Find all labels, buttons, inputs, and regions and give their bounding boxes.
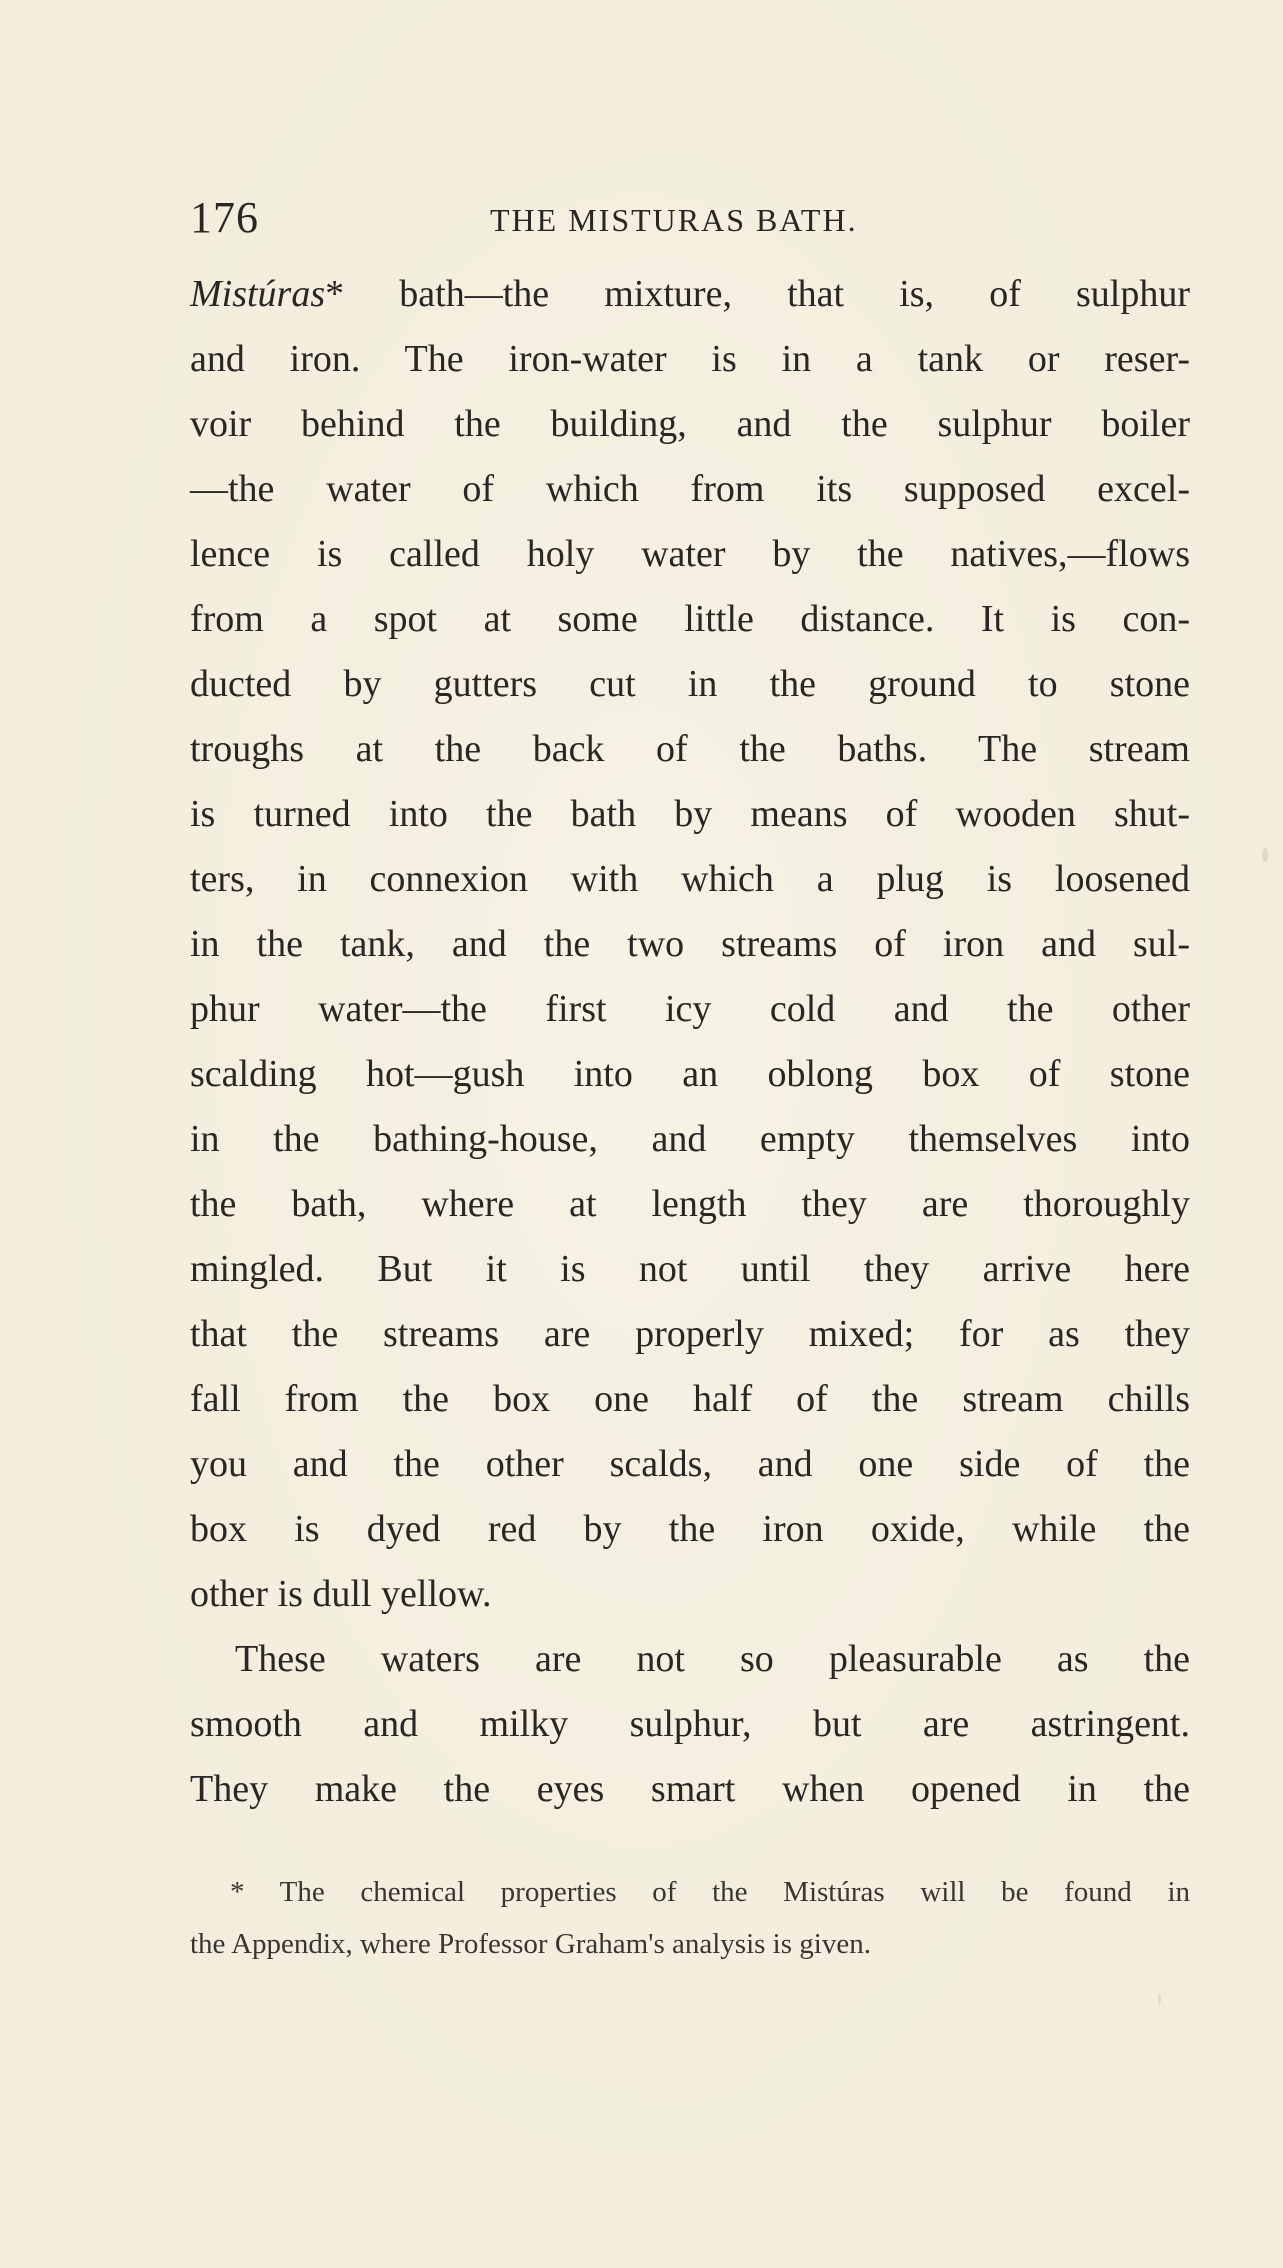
- text-line-content: * bath—the mixture, that is, of sulphur: [325, 273, 1190, 315]
- page-number: 176: [190, 193, 259, 242]
- text-line: smooth and milky sulphur, but are astringent.: [190, 1703, 1190, 1745]
- text-line: ducted by gutters cut in the ground to stone: [190, 663, 1190, 705]
- page-header: [190, 188, 1190, 248]
- text-line: box is dyed red by the iron oxide, while the: [190, 1508, 1190, 1550]
- text-line: lence is called holy water by the natives,—flows: [190, 533, 1190, 575]
- text-line: is turned into the bath by means of wooden shut-: [190, 793, 1190, 835]
- text-line: in the bathing-house, and empty themselves into: [190, 1118, 1190, 1160]
- text-line: the bath, where at length they are thoroughly: [190, 1183, 1190, 1225]
- text-line: other is dull yellow.: [190, 1573, 492, 1615]
- text-line: that the streams are properly mixed; for as they: [190, 1313, 1190, 1355]
- running-head: THE MISTURAS BATH.: [490, 202, 858, 238]
- text-line: fall from the box one half of the stream chills: [190, 1378, 1190, 1420]
- text-line: phur water—the first icy cold and the other: [190, 988, 1190, 1030]
- text-line: troughs at the back of the baths. The stream: [190, 728, 1190, 770]
- text-line: scalding hot—gush into an oblong box of stone: [190, 1053, 1190, 1095]
- text-line: you and the other scalds, and one side of the: [190, 1443, 1190, 1485]
- footnote-line: the Appendix, where Professor Graham's analysis is given.: [190, 1928, 871, 1960]
- text-line: ters, in connexion with which a plug is loosened: [190, 858, 1190, 900]
- text-line: voir behind the building, and the sulphur boiler: [190, 403, 1190, 445]
- text-line: mingled. But it is not until they arrive here: [190, 1248, 1190, 1290]
- paper-blemish: [1158, 1993, 1161, 2005]
- text-line: from a spot at some little distance. It is con-: [190, 598, 1190, 640]
- paper-blemish: [566, 560, 571, 565]
- text-line: They make the eyes smart when opened in the: [190, 1768, 1190, 1810]
- paper-blemish: [1262, 848, 1268, 862]
- text-line: [190, 262, 1190, 327]
- footnote-line: * The chemical properties of the Mistúras will be found in: [230, 1876, 1190, 1908]
- text-line: in the tank, and the two streams of iron and sul-: [190, 923, 1190, 965]
- paragraph-first-line: These waters are not so pleasurable as the: [235, 1638, 1190, 1680]
- text-line: —the water of which from its supposed excel-: [190, 468, 1190, 510]
- text-line: and iron. The iron-water is in a tank or reser-: [190, 338, 1190, 380]
- italic-term: Mistúras: [190, 273, 326, 315]
